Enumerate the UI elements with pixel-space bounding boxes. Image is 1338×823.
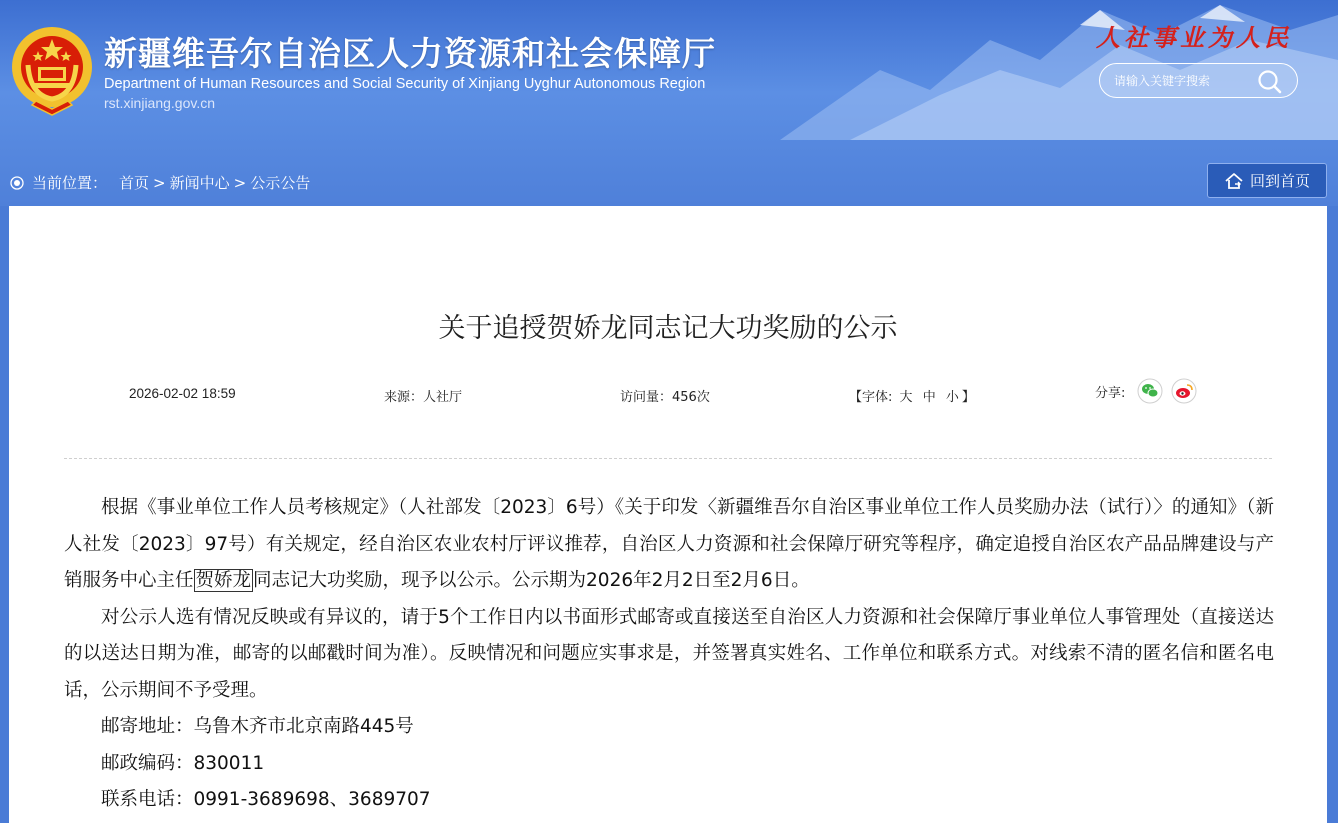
font-size-suffix: 】 [961, 390, 975, 405]
contact-phone: 联系电话：0991-3689698、3689707 [101, 789, 431, 810]
home-icon [1224, 172, 1244, 190]
breadcrumb-separator: > [153, 173, 166, 192]
search-input[interactable] [1114, 72, 1244, 90]
article-source: 来源：人社厅 [384, 390, 463, 405]
breadcrumb-label: 当前位置： [32, 174, 108, 192]
site-header [0, 0, 1338, 206]
weibo-share-icon[interactable] [1171, 378, 1197, 404]
slogan: 人社事业为人民 [1096, 23, 1292, 52]
article-views: 访问量：456次 [620, 390, 710, 405]
wechat-share-icon[interactable] [1137, 378, 1163, 404]
paragraph-text: 同志记大功奖励，现予以公示。公示期为2026年2月2日至2月6日。 [253, 570, 810, 591]
breadcrumb-news-center[interactable]: 新闻中心 [169, 174, 230, 192]
article-title: 关于追授贺娇龙同志记大功奖励的公示 [438, 313, 898, 344]
site-url: rst.xinjiang.gov.cn [104, 95, 216, 111]
breadcrumb [10, 172, 310, 193]
share-label: 分享: [1095, 385, 1126, 401]
mailing-address: 邮寄地址：乌鲁木齐市北京南路445号 [101, 716, 414, 737]
search-box [1099, 63, 1298, 98]
back-to-home-button[interactable] [1207, 163, 1327, 198]
postal-code: 邮政编码：830011 [101, 752, 265, 774]
site-name-english: Department of Human Resources and Social Security of Xinjiang Uyghur Autonomous Region [104, 76, 706, 92]
font-size-small[interactable]: 小 [945, 390, 959, 405]
font-size-large[interactable]: 大 [899, 390, 913, 405]
article-paragraph [64, 490, 1274, 600]
back-to-home-label: 回到首页 [1249, 172, 1310, 190]
breadcrumb-separator: > [233, 173, 247, 192]
search-icon[interactable] [1254, 68, 1284, 94]
paragraph-text: 根据《事业单位工作人员考核规定》（人社部发〔2023〕6号）《关于印发〈新疆维吾尔自治区事业单位工作人员奖励办法（试行）〉的通知》（新人社发〔2023〕97号）有关规定，经自治区农业农村厅评议推荐，自治区人力资源和社会保障厅研究等程序，确定追授自治区农产品品牌建设与产销服务中心主任 [64, 497, 1274, 591]
article-date: 2026-02-02 18:59 [129, 386, 236, 401]
highlighted-name: 贺娇龙 [195, 570, 252, 591]
font-size-medium[interactable]: 中 [922, 390, 936, 405]
share-bar [1095, 378, 1197, 404]
font-size-control [849, 386, 975, 405]
site-name-chinese: 新疆维吾尔自治区人力资源和社会保障厅 [104, 34, 716, 73]
breadcrumb-announcements[interactable]: 公示公告 [250, 174, 311, 192]
breadcrumb-home[interactable]: 首页 [119, 174, 150, 192]
article-container [9, 206, 1327, 823]
national-emblem-icon [10, 25, 94, 117]
font-size-prefix: 【字体: [849, 390, 893, 405]
meta-divider [64, 458, 1272, 459]
article-body [64, 490, 1274, 819]
location-dot-icon [10, 176, 24, 190]
article-paragraph: 对公示人选有情况反映或有异议的，请于5个工作日内以书面形式邮寄或直接送至自治区人力资源和社会保障厅事业单位人事管理处（直接送达的以送达日期为准，邮寄的以邮戳时间为准）。反映情况和问题应实事求是，并签署真实姓名、工作单位和联系方式。对线索不清的匿名信和匿名电话，公示期间不予受理。 [64, 606, 1274, 701]
